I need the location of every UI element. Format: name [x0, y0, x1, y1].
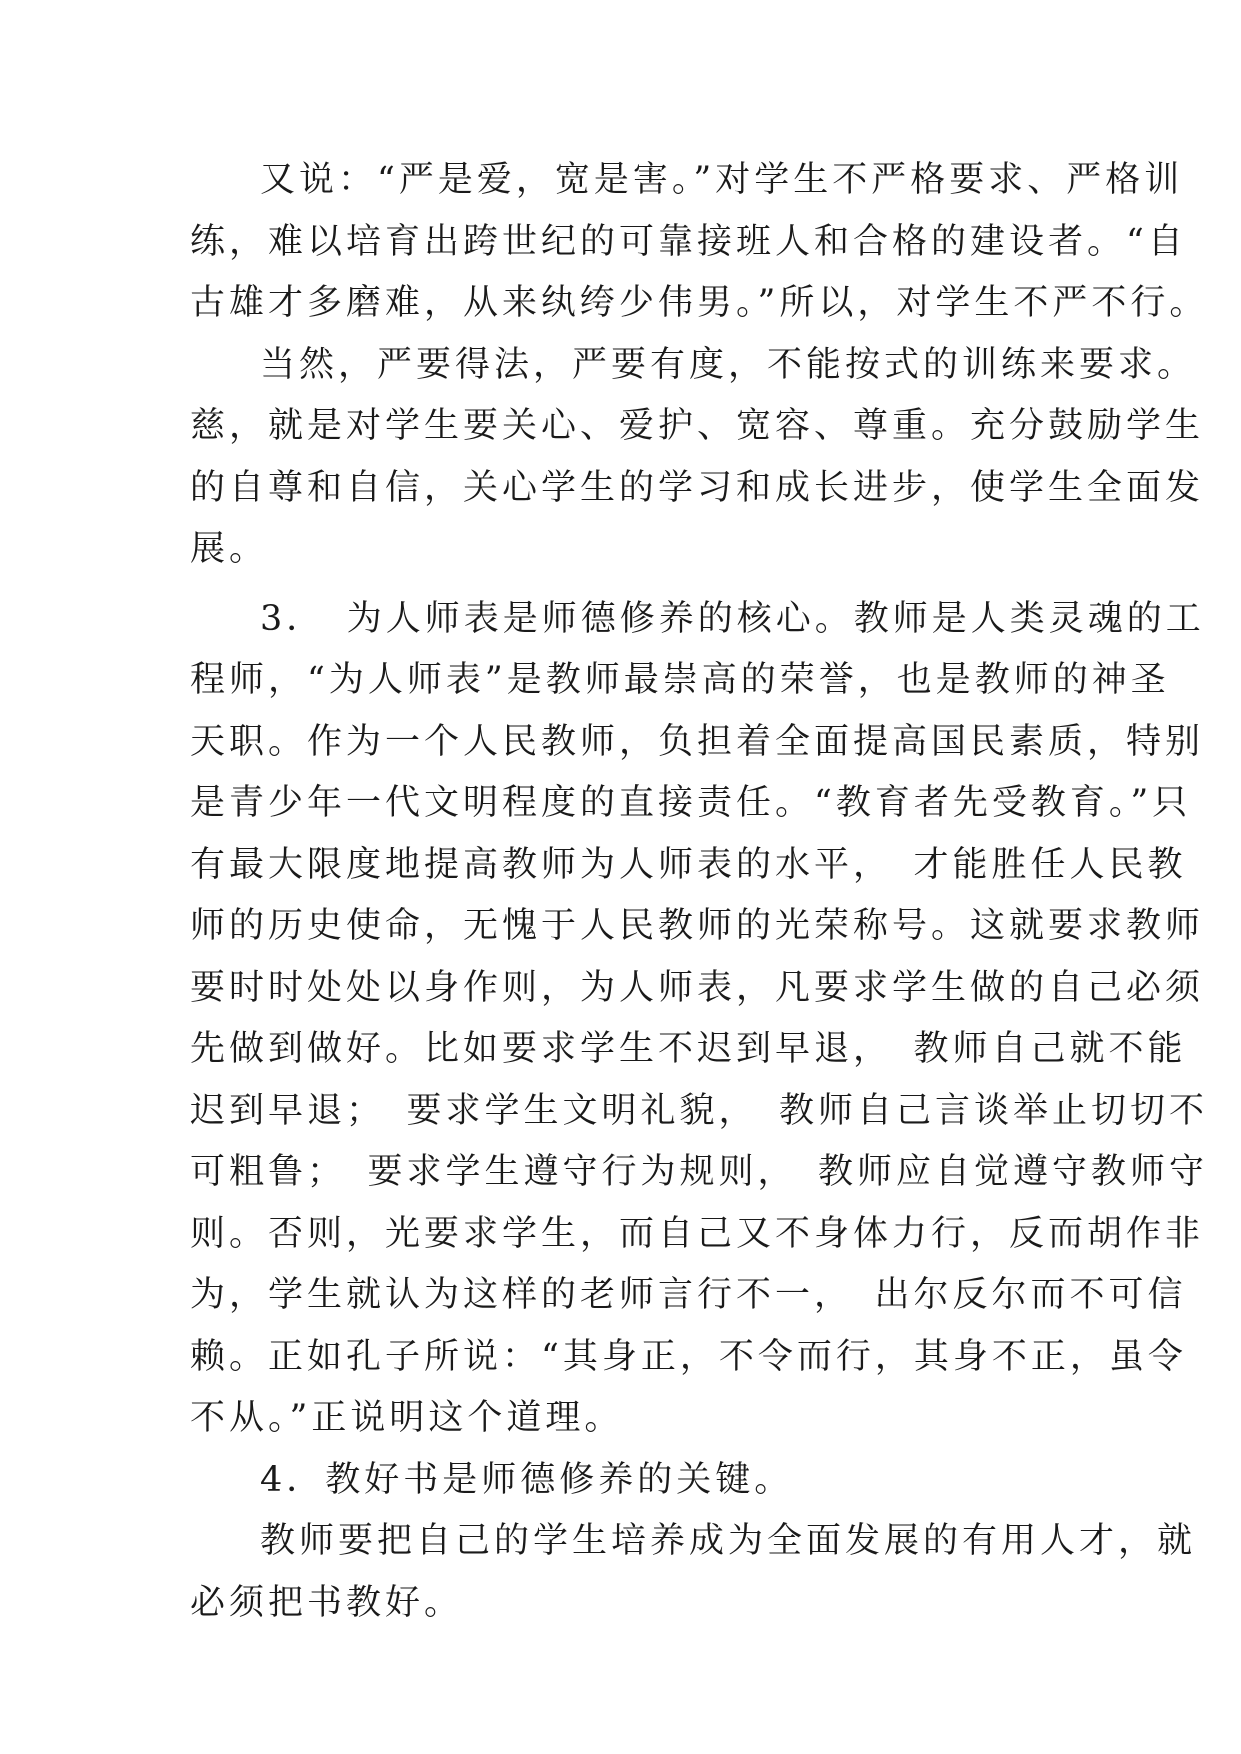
text-line: 则。否则，光要求学生，而自己又不身体力行，反而胡作非 [190, 1213, 1205, 1254]
text-line: 是青少年一代文明程度的直接责任。“教育者先受教育。”只 [190, 783, 1192, 823]
text-line: 4．教好书是师德修养的关键。 [260, 1459, 794, 1500]
text-line: 当然，严要得法，严要有度，不能按式的训练来要求。 [260, 344, 1197, 385]
paragraph-section-3 [190, 589, 1209, 1450]
text-line: 师的历史使命，无愧于人民教师的光荣称号。这就要求教师 [190, 906, 1205, 946]
paragraph-spacer [190, 581, 1070, 589]
text-line: 迟到早退； 要求学生文明礼貌， 教师自己言谈举止切切不 [190, 1090, 1209, 1131]
text-line: 古雄才多磨难，从来纨绔少伟男。”所以，对学生不严不行。 [190, 283, 1209, 323]
text-line: 为，学生就认为这样的老师言行不一， 出尔反尔而不可信 [190, 1275, 1187, 1315]
text-line: 慈，就是对学生要关心、爱护、宽容、尊重。充分鼓励学生 [190, 406, 1205, 446]
text-line: 程师，“为人师表”是教师最崇高的荣誉，也是教师的神圣 [190, 660, 1170, 700]
text-line: 又说：“严是爱，宽是害。”对学生不严格要求、严格训 [260, 160, 1184, 200]
text-line: 教师要把自己的学生培养成为全面发展的有用人才，就 [260, 1521, 1197, 1561]
text-line: 要时时处处以身作则，为人师表，凡要求学生做的自己必须 [190, 967, 1205, 1008]
text-line: 先做到做好。比如要求学生不迟到早退， 教师自己就不能 [190, 1029, 1187, 1069]
text-line: 天职。作为一个人民教师，负担着全面提高国民素质，特别 [190, 721, 1205, 762]
text-line: 必须把书教好。 [190, 1582, 464, 1623]
paragraph-kindness [190, 335, 1205, 581]
text-line: 赖。正如孔子所说：“其身正，不令而行，其身不正，虽令 [190, 1336, 1187, 1377]
document-body [190, 150, 1209, 1634]
text-line: 可粗鲁； 要求学生遵守行为规则， 教师应自觉遵守教师守 [190, 1152, 1209, 1192]
text-line: 展。 [190, 529, 269, 569]
paragraph-section-4-heading [190, 1450, 1070, 1512]
text-line: 3． 为人师表是师德修养的核心。教师是人类灵魂的工 [260, 598, 1205, 639]
text-line: 练，难以培育出跨世纪的可靠接班人和合格的建设者。“自 [190, 221, 1187, 262]
text-line: 不从。”正说明这个道理。 [190, 1398, 624, 1438]
paragraph-strictness [190, 150, 1209, 335]
text-line: 有最大限度地提高教师为人师表的水平， 才能胜任人民教 [190, 844, 1187, 885]
paragraph-teach-well [190, 1511, 1197, 1634]
text-line: 的自尊和自信，关心学生的学习和成长进步，使学生全面发 [190, 467, 1205, 508]
